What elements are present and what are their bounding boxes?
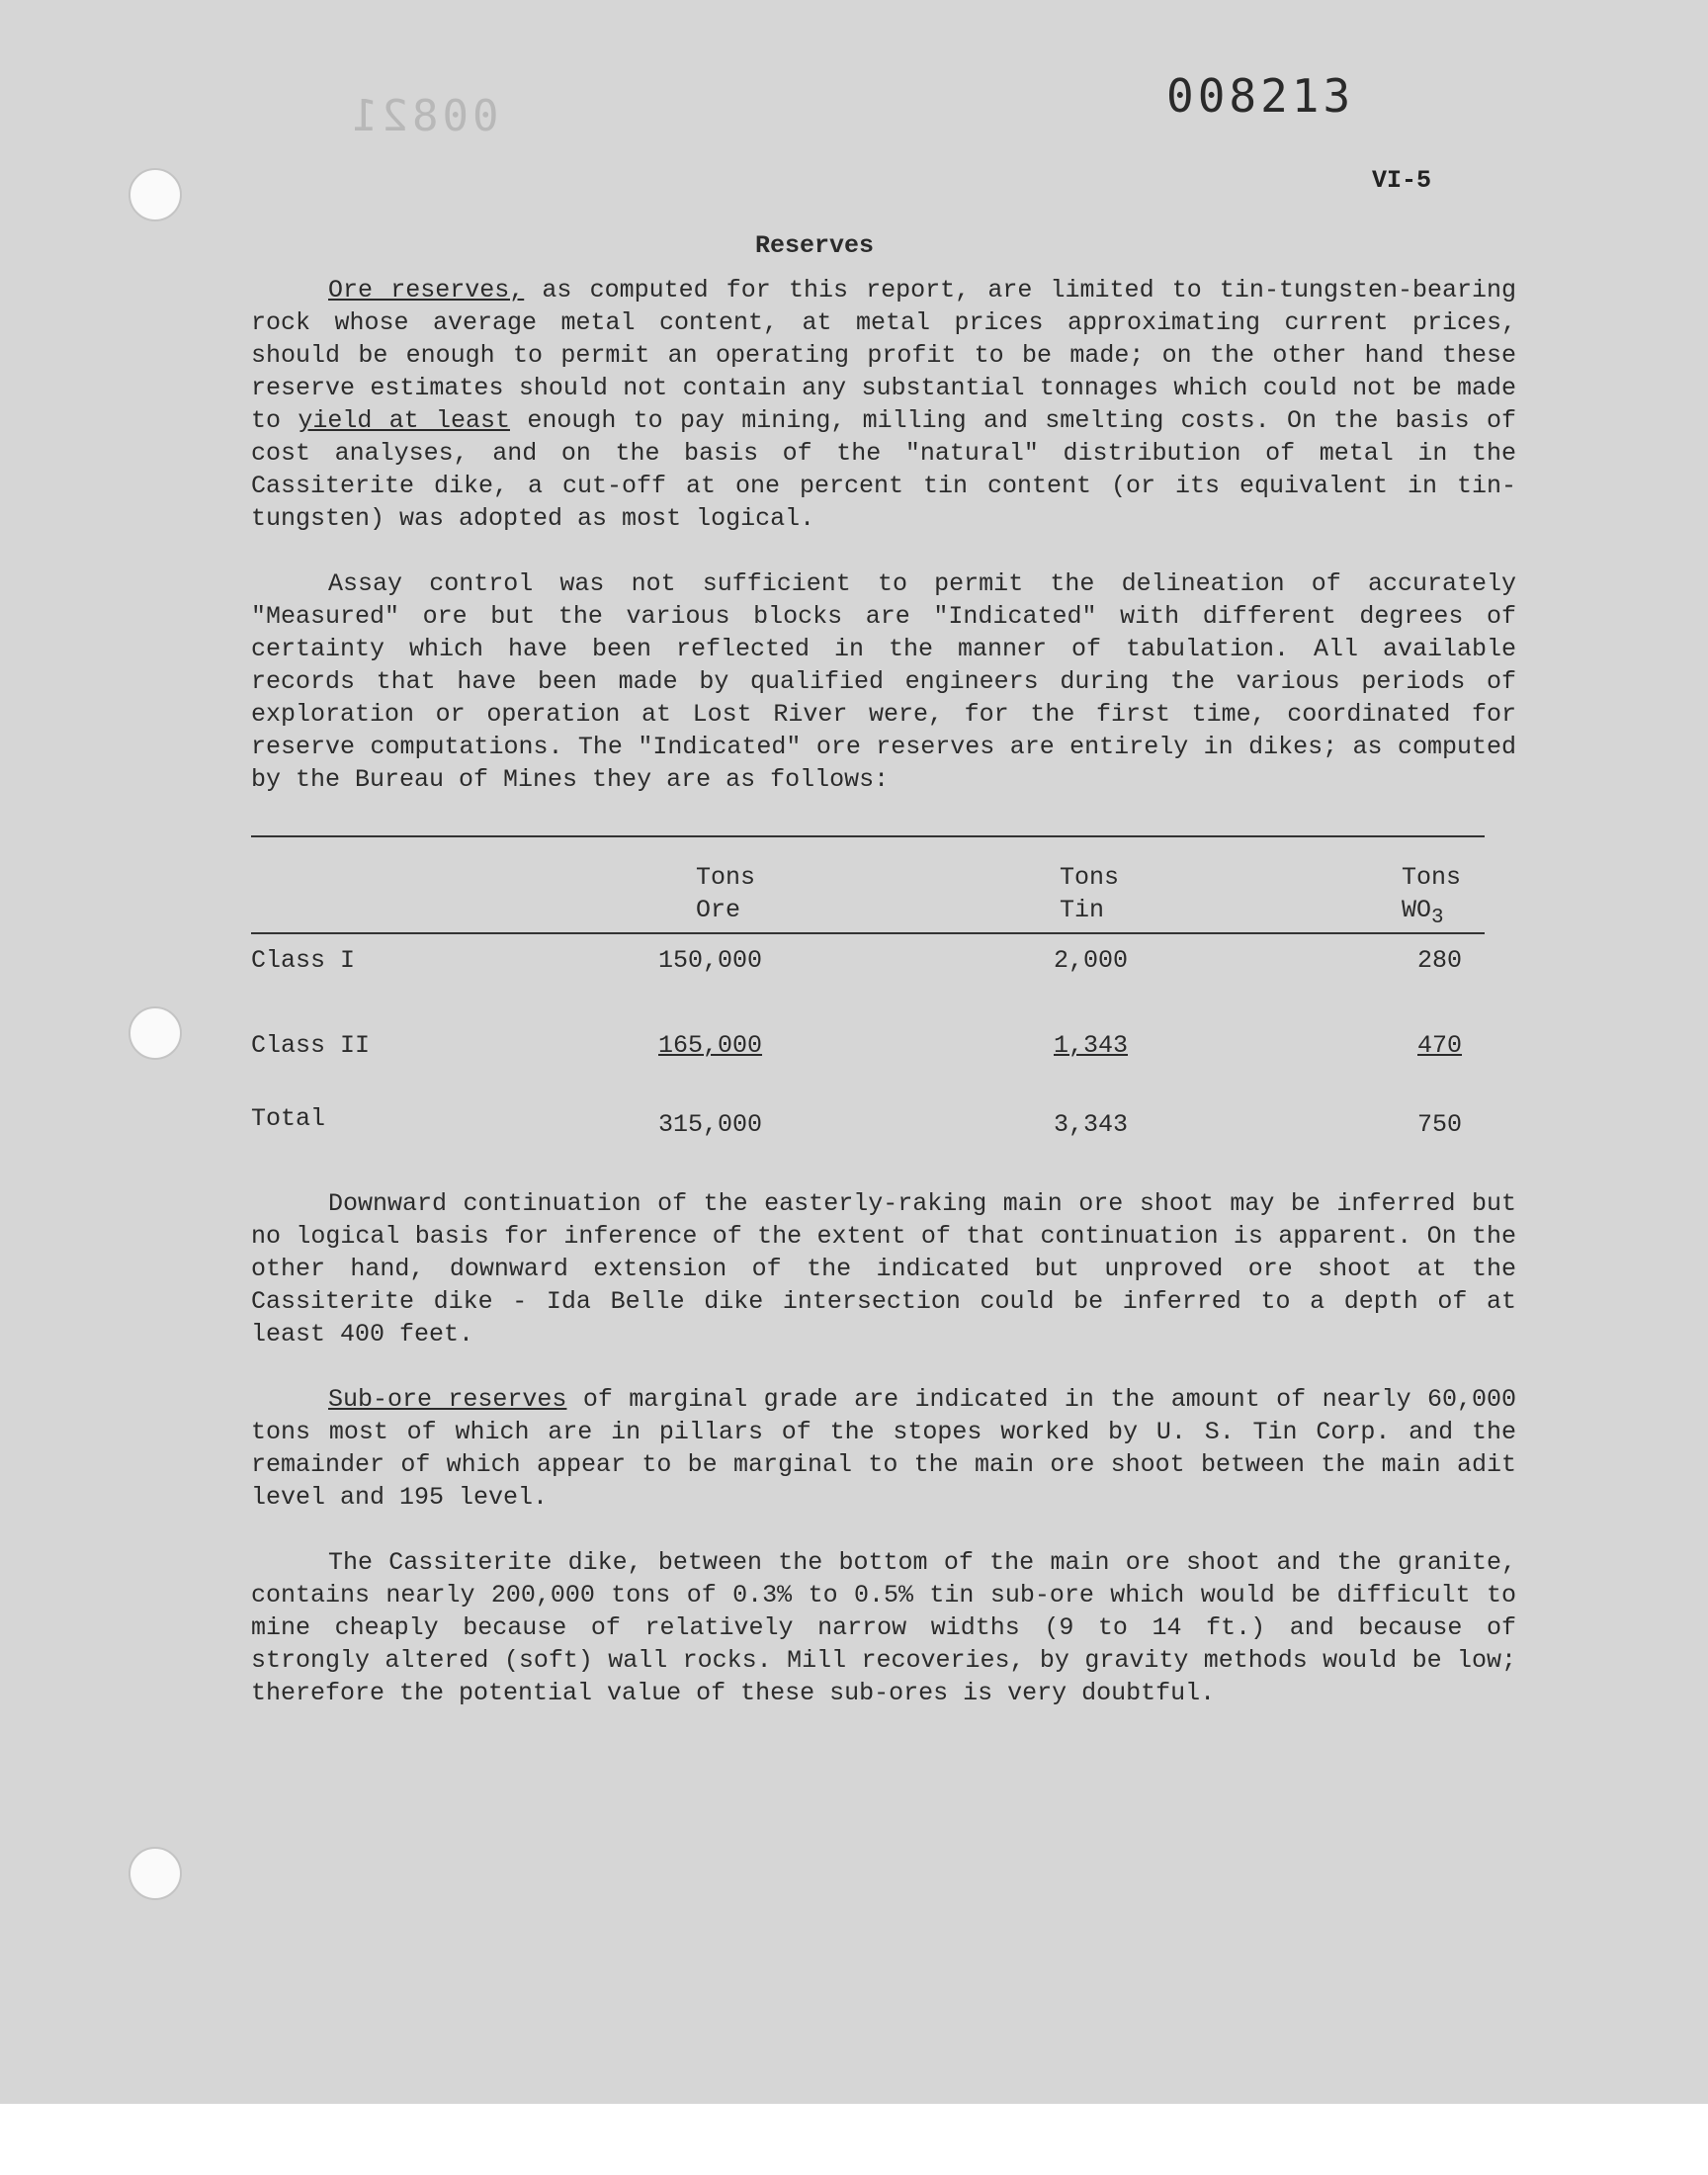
section-title: Reserves — [754, 231, 875, 260]
cell-ore: 315,000 — [658, 1110, 763, 1139]
paragraph-sub-ore-reserves — [251, 1383, 1516, 1514]
cell-wo3: 750 — [1417, 1110, 1463, 1139]
cell-ore: 150,000 — [658, 946, 763, 975]
header-tons-ore-bottom: Ore — [696, 896, 741, 924]
paragraph-downward-continuation: Downward continuation of the easterly-raking main ore shoot may be inferred but no logical basis for inference of the extent of that continuation is apparent. On the other hand, downward extension of the indicated but unproved ore shoot at the Cassiterite dike - Ida Belle dike intersection could be inferred to a depth of at least 400 feet. — [251, 1189, 1516, 1348]
cell-wo3: 280 — [1417, 946, 1463, 975]
paragraph-text: of marginal grade are indicated in the amount of nearly 60,000 tons most of which are in pillars of the stopes worked by U. S. Tin Corp. and the remainder of which appear to be marginal to the main ore shoot between the main adit level and 195 level. — [251, 1385, 1517, 1512]
row-label: Total — [251, 1104, 326, 1133]
table-top-rule — [251, 835, 1485, 837]
wo3-symbol: WO — [1402, 896, 1432, 924]
punch-hole-bottom — [128, 1847, 182, 1900]
cell-tin: 1,343 — [1054, 1031, 1129, 1060]
punch-hole-middle — [128, 1006, 182, 1060]
handwritten-document-number: 008213 — [1166, 69, 1355, 123]
reserves-table — [251, 835, 1516, 1160]
header-tons-ore-top: Tons — [696, 863, 756, 892]
cell-ore: 165,000 — [658, 1031, 763, 1060]
punch-hole-top — [128, 168, 182, 221]
cell-tin: 2,000 — [1054, 946, 1129, 975]
page-number: VI-5 — [1372, 166, 1432, 195]
underlined-phrase: yield at least — [298, 406, 510, 435]
paragraph-assay-control: Assay control was not sufficient to permit the delineation of accurately "Measured" ore but the various blocks are "Indicated" with different degrees of certainty which have been reflected in the manner of tabulation. All available records that have been made by qualified engineers during the various periods of exploration or operation at Lost River were, for the first time, coordinated for reserve computations. The "Indicated" ore reserves are entirely in dikes; as computed by the Bureau of Mines they are as follows: — [251, 569, 1516, 794]
header-tons-wo3-bottom — [1402, 894, 1444, 934]
term-ore-reserves: Ore reserves, — [328, 276, 525, 304]
cell-tin: 3,343 — [1054, 1110, 1129, 1139]
cell-wo3: 470 — [1417, 1031, 1463, 1060]
document-body — [251, 229, 1516, 1709]
paragraph-text: enough to pay mining, milling and smelting costs. On the basis of cost analyses, and on the basis of the "natural" distribution of metal in the Cassiterite dike, a cut-off at one percent tin content (or its equivalent in tin-tungsten) was adopted as most logical. — [251, 406, 1516, 533]
paragraph-ore-reserves — [251, 274, 1516, 535]
table-header-rule — [251, 932, 1485, 934]
paragraph-text: as computed for this report, are limited to tin-tungsten-bearing rock whose average metal content, at metal prices approximating current prices, should be enough to permit an operating profit to be made; on the other hand these reserve estimates should not contain any substantial tonnages which could not be made to — [251, 276, 1516, 435]
row-label: Class I — [251, 946, 356, 975]
scan-margin — [0, 2104, 1708, 2175]
wo3-subscript: 3 — [1431, 907, 1444, 929]
header-tons-wo3-top: Tons — [1402, 863, 1462, 892]
bleed-through-number: 00821 — [348, 91, 499, 141]
paragraph-cassiterite-dike: The Cassiterite dike, between the bottom of the main ore shoot and the granite, contains nearly 200,000 tons of 0.3% to 0.5% tin sub-ore which would be difficult to mine cheaply because of relatively narrow widths (9 to 14 ft.) and because of strongly altered (soft) wall rocks. Mill recoveries, by gravity methods would be low; therefore the potential value of these sub-ores is very doubtful. — [251, 1548, 1516, 1707]
row-label: Class II — [251, 1031, 371, 1060]
term-sub-ore-reserves: Sub-ore reserves — [328, 1385, 567, 1414]
header-tons-tin-bottom: Tin — [1060, 896, 1105, 924]
header-tons-tin-top: Tons — [1060, 863, 1120, 892]
